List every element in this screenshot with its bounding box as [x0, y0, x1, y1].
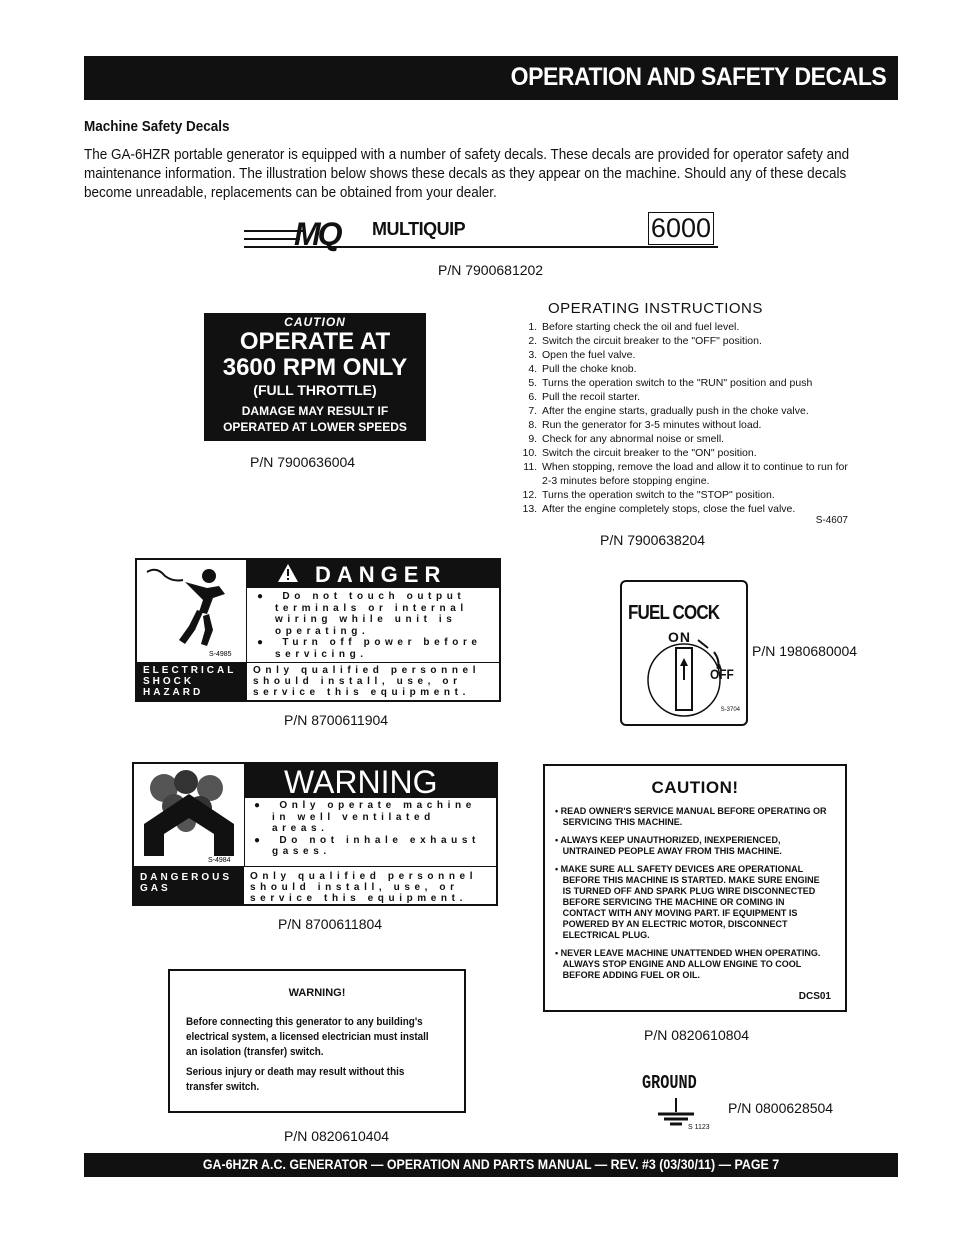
danger-part-number: P/N 8700611904 — [284, 712, 389, 728]
rpm-line-damage: DAMAGE MAY RESULT IF — [241, 404, 389, 418]
fuel-valve-icon — [622, 582, 746, 724]
danger-footer: Only qualified personnel should install, use, or service this equipment. — [247, 662, 499, 700]
caution-item: • READ OWNER'S SERVICE MANUAL BEFORE OPERATING OR SERVICING THIS MACHINE. — [555, 806, 827, 828]
danger-code: S-4985 — [209, 651, 232, 658]
danger-bullets: ● Do not touch output terminals or internal wiring while unit is operating. ● Turn off power before servicing. — [257, 591, 482, 660]
danger-bullet: Do not touch output terminals or internal wiring while unit is operating. — [275, 591, 468, 637]
page-title: OPERATION AND SAFETY DECALS — [510, 63, 886, 91]
warning-title: WARNING — [284, 764, 438, 800]
rpm-caution-decal — [204, 313, 426, 441]
danger-title-bar — [247, 560, 499, 588]
caution-code: DCS01 — [798, 991, 831, 1002]
rpm-caution-label: CAUTION — [284, 315, 346, 329]
page-footer — [84, 1153, 898, 1177]
page-header — [84, 56, 898, 100]
caution-title: CAUTION! — [651, 778, 739, 797]
operating-step: 9. Check for any abnormal noise or smell. — [540, 432, 858, 446]
transfer-text: Before connecting this generator to any building's electrical system, a licensed electrician must install an isolation (transfer) switch. — [186, 1016, 429, 1058]
fuel-cock-decal — [620, 580, 748, 726]
operating-instructions-title: OPERATING INSTRUCTIONS — [548, 300, 763, 317]
danger-decal — [135, 558, 501, 702]
operating-step: 11. When stopping, remove the load and allow it to continue to run for 2-3 minutes before stopping engine. — [540, 460, 858, 488]
rpm-line-speed: 3600 RPM ONLY — [222, 354, 408, 381]
electrical-shock-label: ELECTRICAL SHOCK HAZARD — [137, 662, 247, 700]
caution-item: • MAKE SURE ALL SAFETY DEVICES ARE OPERATIONAL BEFORE THIS MACHINE IS STARTED. MAKE SURE ENGINE IS TURNED OFF AND SPARK PLUG WIRE DISCONNECTED BEFORE SERVICING THE MACHINE OR COMING IN CONTACT WITH ANY MOVING PART. IF EQUIPMENT IS POWERED BY AN ELECTRIC MOTOR, DISCONNECT ELECTRICAL PLUG. — [555, 864, 820, 941]
transfer-injury-text: Serious injury or death may result without this transfer switch. — [186, 1066, 405, 1093]
transfer-title: WARNING! — [288, 987, 346, 999]
operating-step: 5. Turns the operation switch to the "RUN" position and push — [540, 376, 858, 390]
fuel-part-number: P/N 1980680004 — [752, 643, 858, 659]
dangerous-gas-label: DANGEROUS GAS — [134, 866, 244, 904]
warning-title-bar — [244, 764, 496, 798]
operating-instructions-decal — [518, 302, 858, 528]
multiquip-brand: MULTIQUIP — [372, 219, 466, 239]
caution-list — [545, 806, 845, 981]
ground-part-number: P/N 0800628504 — [728, 1100, 834, 1116]
warning-part-number: P/N 8700611804 — [278, 916, 383, 932]
warning-code: S-4984 — [208, 857, 231, 864]
multiquip-decal — [244, 214, 718, 254]
operating-step: 10. Switch the circuit breaker to the "ON" position. — [540, 446, 858, 460]
transfer-switch-decal — [168, 969, 466, 1113]
rpm-line-lower-speeds: OPERATED AT LOWER SPEEDS — [223, 420, 407, 434]
danger-bullet: Turn off power before servicing. — [275, 637, 482, 660]
danger-title: DANGER — [315, 562, 447, 587]
operating-step: 4. Pull the choke knob. — [540, 362, 858, 376]
rpm-line-operate: OPERATE AT — [239, 328, 391, 355]
warning-footer: Only qualified personnel should install, use, or service this equipment. — [244, 866, 496, 904]
operating-step: 3. Open the fuel valve. — [540, 348, 858, 362]
caution-decal — [543, 764, 847, 1012]
ground-title: GROUND — [642, 1072, 697, 1094]
operating-step: 13. After the engine completely stops, close the fuel valve. — [540, 502, 858, 516]
ground-decal — [642, 1072, 710, 1131]
operating-step: 12. Turns the operation switch to the "STOP" position. — [540, 488, 858, 502]
ground-code: S 1123 — [688, 1124, 710, 1131]
operating-step: 6. Pull the recoil starter. — [540, 390, 858, 404]
operating-steps-list — [518, 320, 858, 516]
operating-step: 1. Before starting check the oil and fuel level. — [540, 320, 858, 334]
warning-bullet: Do not inhale exhaust gases. — [272, 834, 480, 857]
exhaust-gas-icon — [134, 764, 245, 866]
caution-item: • NEVER LEAVE MACHINE UNATTENDED WHEN OPERATING. ALWAYS STOP ENGINE AND ALLOW ENGINE TO COOL BEFORE ADDING FUEL OR OIL. — [555, 948, 821, 981]
footer-text: GA-6HZR A.C. GENERATOR — OPERATION AND PARTS MANUAL — REV. #3 (03/30/11) — PAGE 7 — [202, 1157, 780, 1172]
rpm-part-number: P/N 7900636004 — [250, 454, 356, 470]
fuel-off-label: OFF — [710, 666, 734, 682]
mq-logo: MQ — [294, 216, 340, 252]
transfer-part-number: P/N 0820610404 — [284, 1128, 390, 1144]
multiquip-part-number: P/N 7900681202 — [438, 262, 544, 278]
caution-part-number: P/N 0820610804 — [644, 1027, 750, 1043]
warning-bullet: Only operate machine in well ventilated areas. — [272, 800, 476, 834]
rpm-line-throttle: (FULL THROTTLE) — [253, 382, 377, 398]
warning-gas-decal — [132, 762, 498, 906]
operating-step: 2. Switch the circuit breaker to the "OFF" position. — [540, 334, 858, 348]
operating-step: 7. After the engine starts, gradually push in the choke valve. — [540, 404, 858, 418]
intro-paragraph: The GA-6HZR portable generator is equipped with a number of safety decals. These decals are provided for operator safety and maintenance information. The illustration below shows these decals as they appear on the machine. Should any of these decals become unreadable, replacements can be obtained from your dealer. — [84, 146, 850, 201]
caution-item: • ALWAYS KEEP UNAUTHORIZED, INEXPERIENCED, UNTRAINED PEOPLE AWAY FROM THIS MACHINE. — [555, 835, 782, 857]
operating-part-number: P/N 7900638204 — [600, 532, 706, 548]
operating-step: 8. Run the generator for 3-5 minutes without load. — [540, 418, 858, 432]
fuel-on-label: ON — [668, 629, 691, 645]
warning-triangle-icon — [277, 563, 299, 583]
fuel-cock-title: FUEL COCK — [628, 602, 720, 624]
fuel-code: S-3704 — [720, 707, 740, 713]
operating-code: S-4607 — [815, 515, 848, 526]
model-number: 6000 — [648, 212, 714, 245]
section-heading: Machine Safety Decals — [84, 118, 230, 135]
electric-shock-icon — [137, 560, 247, 662]
warning-bullets: ● Only operate machine in well ventilated areas. ● Do not inhale exhaust gases. — [254, 800, 480, 857]
